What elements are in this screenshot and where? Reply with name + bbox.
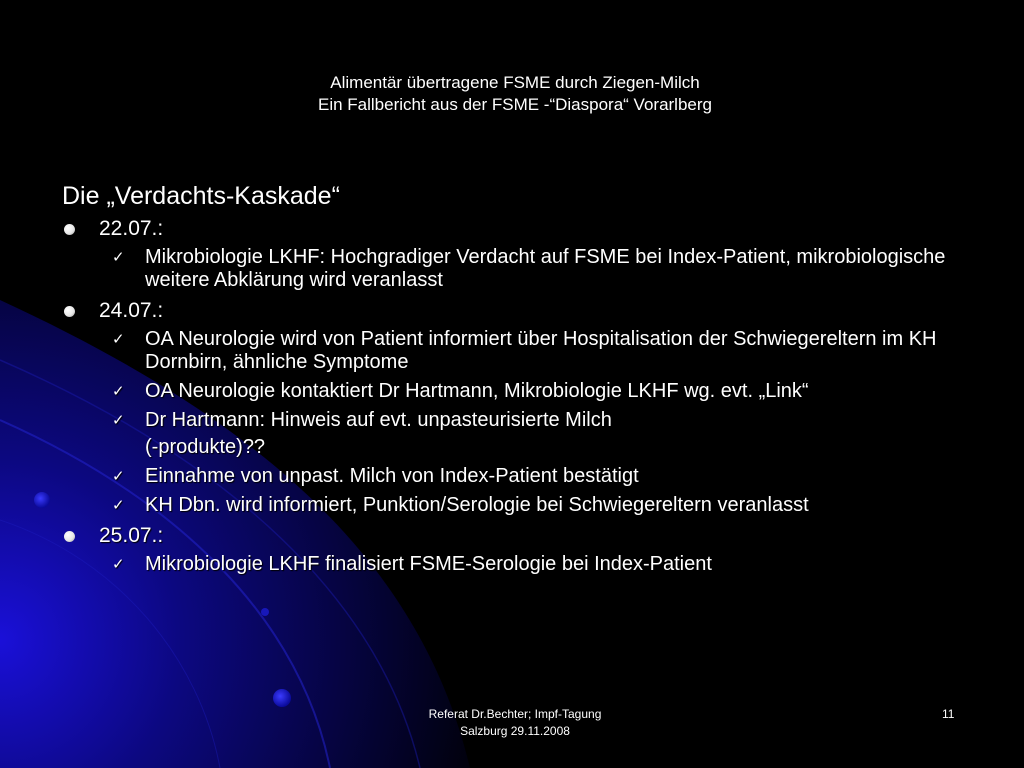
- checkmark-icon: ✓: [112, 331, 125, 348]
- sub-bullet-text: OA Neurologie wird von Patient informiert über Hospitalisation der Schwiegereltern im KH Dornbirn, ähnliche Symptome: [145, 328, 937, 373]
- slide-content: [62, 180, 982, 582]
- bullet-date-label: 24.07.:: [99, 299, 164, 322]
- checkmark-icon: ✓: [112, 497, 125, 514]
- sub-bullet-text: Mikrobiologie LKHF: Hochgradiger Verdacht auf FSME bei Index-Patient, mikrobiologische weitere Abklärung wird veranlasst: [145, 246, 946, 291]
- checkmark-icon: ✓: [112, 412, 125, 429]
- footer-line-1: Referat Dr.Bechter; Impf-Tagung: [428, 707, 602, 721]
- sub-bullet-text: Einnahme von unpast. Milch von Index-Patient bestätigt: [145, 465, 639, 487]
- bullet-date-25-07: [62, 523, 982, 549]
- bullet-date-label: 25.07.:: [99, 524, 164, 547]
- title-line-2: Ein Fallbericht aus der FSME -“Diaspora“ Vorarlberg: [318, 95, 712, 114]
- title-line-1: Alimentär übertragene FSME durch Ziegen-Milch: [330, 73, 700, 92]
- checkmark-icon: ✓: [112, 468, 125, 485]
- page-number: 11: [942, 707, 955, 721]
- content-heading: Die „Verdachts-Kaskade“: [62, 182, 340, 210]
- sub-bullet-text: KH Dbn. wird informiert, Punktion/Serologie bei Schwiegereltern veranlasst: [145, 494, 809, 516]
- sub-bullet-item: [62, 465, 982, 488]
- sub-bullet-text: Mikrobiologie LKHF finalisiert FSME-Serologie bei Index-Patient: [145, 553, 712, 575]
- bullet-date-24-07: [62, 298, 982, 324]
- sub-bullet-item: [62, 494, 982, 517]
- sub-bullet-text: OA Neurologie kontaktiert Dr Hartmann, Mikrobiologie LKHF wg. evt. „Link“: [145, 380, 809, 402]
- sub-bullet-item: [62, 328, 982, 374]
- checkmark-icon: ✓: [112, 383, 125, 400]
- slide-footer: [380, 706, 650, 740]
- disc-bullet-icon: [64, 224, 75, 235]
- sub-bullet-item: [62, 409, 982, 432]
- checkmark-icon: ✓: [112, 556, 125, 573]
- sub-bullet-text: Dr Hartmann: Hinweis auf evt. unpasteurisierte Milch: [145, 409, 612, 431]
- bullet-date-22-07: [62, 216, 982, 242]
- bullet-date-label: 22.07.:: [99, 217, 164, 240]
- slide-title: [0, 72, 1024, 116]
- checkmark-icon: ✓: [112, 249, 125, 266]
- sub-bullet-text: (-produkte)??: [145, 436, 266, 458]
- sub-bullet-continuation: [62, 436, 982, 459]
- sub-bullet-item: [62, 246, 982, 292]
- disc-bullet-icon: [64, 306, 75, 317]
- sub-bullet-item: [62, 380, 982, 403]
- footer-line-2: Salzburg 29.11.2008: [460, 724, 570, 738]
- sub-bullet-item: [62, 553, 982, 576]
- disc-bullet-icon: [64, 531, 75, 542]
